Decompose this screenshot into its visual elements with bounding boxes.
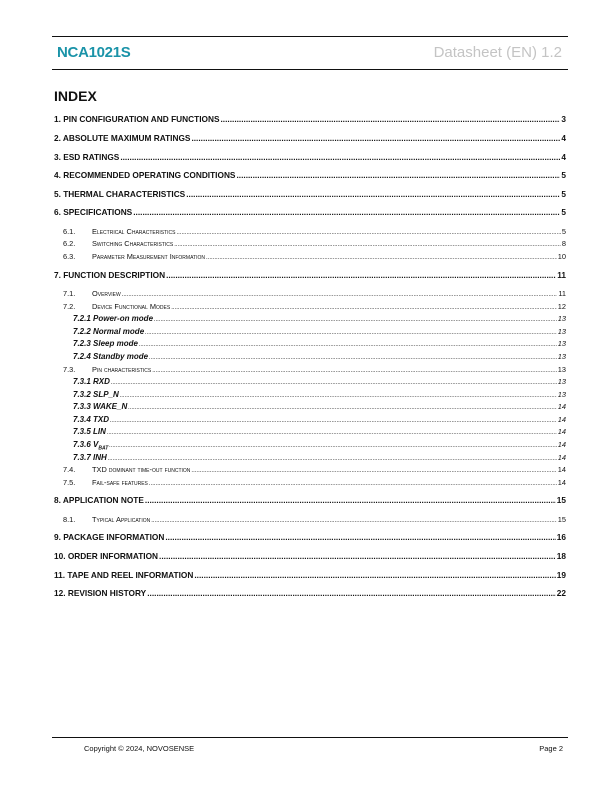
dot-leader <box>194 569 555 581</box>
toc-entry-title: Electrical Characteristics <box>92 227 176 236</box>
toc-entry-page: 13 <box>557 365 566 374</box>
toc-entry-title: 7.2.2 Normal mode <box>73 327 145 336</box>
toc-entry-page: 16 <box>556 532 566 542</box>
toc-entry[interactable] <box>54 550 566 562</box>
toc-entry[interactable] <box>73 351 566 364</box>
index-title: INDEX <box>54 88 97 104</box>
toc-entry-page: 13 <box>557 377 566 386</box>
header-bottom-rule <box>52 69 568 70</box>
toc-entry-page: 13 <box>557 339 566 348</box>
toc-entry[interactable] <box>63 288 566 301</box>
toc-entry-page: 14 <box>557 402 566 411</box>
dot-leader <box>109 440 557 452</box>
toc-entry-title: 7.3.2 SLP_N <box>73 390 119 399</box>
header-top-rule <box>52 36 568 37</box>
toc-entry-number: 7.1. <box>63 289 76 298</box>
toc-entry-title: Parameter Measurement Information <box>92 252 205 261</box>
toc-entry[interactable] <box>54 494 566 506</box>
dot-leader <box>147 587 556 599</box>
toc-entry[interactable] <box>73 401 566 414</box>
toc-entry-page: 5 <box>561 170 566 180</box>
toc-entry-number: 6.3. <box>63 252 76 261</box>
toc-entry-number: 7.2. <box>63 302 76 311</box>
toc-entry-title: 7.2.3 Sleep mode <box>73 339 138 348</box>
footer-copyright: Copyright © 2024, NOVOSENSE <box>84 744 195 753</box>
toc-entry-title: 6. SPECIFICATIONS <box>54 207 133 217</box>
dot-leader <box>191 465 556 477</box>
toc-entry-title: TXD dominant time-out function <box>92 465 191 474</box>
toc-entry[interactable] <box>54 169 566 181</box>
toc-entry-page: 11 <box>557 270 566 280</box>
toc-entry-page: 15 <box>557 515 566 524</box>
dot-leader <box>128 402 557 414</box>
dot-leader <box>151 515 557 527</box>
toc-entry[interactable] <box>63 238 566 251</box>
toc-entry-title: 4. RECOMMENDED OPERATING CONDITIONS <box>54 170 236 180</box>
toc-entry-title: Overview <box>92 289 121 298</box>
toc-entry-title: 7.3.4 TXD <box>73 415 110 424</box>
toc-entry-page: 4 <box>561 152 566 162</box>
toc-entry-title: 3. ESD RATINGS <box>54 152 120 162</box>
dot-leader <box>145 494 556 506</box>
footer-rule <box>52 737 568 738</box>
dot-leader <box>236 169 560 181</box>
dot-leader <box>191 132 560 144</box>
toc-entry-title: 7. FUNCTION DESCRIPTION <box>54 270 166 280</box>
dot-leader <box>133 206 560 218</box>
dot-leader <box>166 269 556 281</box>
toc-entry-page: 15 <box>556 495 566 505</box>
toc-entry-title: 7.3.6 $V_{BAT}$ <box>73 440 109 452</box>
toc-entry[interactable] <box>54 132 566 144</box>
toc-entry-page: 14 <box>557 415 566 424</box>
toc-entry[interactable] <box>54 531 566 543</box>
toc-entry-page: 13 <box>557 390 566 399</box>
toc-entry-title: Pin characteristics <box>92 365 152 374</box>
toc-entry-page: 5 <box>561 227 566 236</box>
toc-entry-title: Fail-safe features <box>92 478 148 487</box>
toc-entry[interactable] <box>63 464 566 477</box>
toc-entry-title: 5. THERMAL CHARACTERISTICS <box>54 189 186 199</box>
toc-entry-title: 2. ABSOLUTE MAXIMUM RATINGS <box>54 133 191 143</box>
toc-entry[interactable] <box>54 151 566 163</box>
toc-entry-number: 8.1. <box>63 515 76 524</box>
toc-entry[interactable] <box>73 376 566 389</box>
toc-entry-page: 5 <box>561 189 566 199</box>
footer-page-number: Page 2 <box>539 744 563 753</box>
toc-entry-page: 13 <box>557 352 566 361</box>
toc-entry-page: 3 <box>561 114 566 124</box>
toc-entry[interactable] <box>73 313 566 326</box>
toc-entry-page: 10 <box>557 252 566 261</box>
toc-entry-number: 7.3. <box>63 365 76 374</box>
toc-entry[interactable] <box>63 251 566 264</box>
toc-entry-page: 12 <box>557 302 566 311</box>
toc-entry-page: 14 <box>557 465 566 474</box>
toc-entry[interactable] <box>54 269 566 281</box>
toc-entry[interactable] <box>73 338 566 351</box>
dot-leader <box>154 314 557 326</box>
toc-entry-page: 22 <box>556 588 566 598</box>
toc-entry-page: 19 <box>556 570 566 580</box>
toc-entry-title: Switching Characteristics <box>92 239 174 248</box>
toc-entry-page: 14 <box>557 478 566 487</box>
dot-leader <box>139 339 557 351</box>
toc-entry[interactable] <box>73 426 566 439</box>
dot-leader <box>149 478 557 490</box>
toc-entry-title: 11. TAPE AND REEL INFORMATION <box>54 570 194 580</box>
dot-leader <box>186 188 560 200</box>
toc-entry-page: 13 <box>557 327 566 336</box>
toc-entry-title: 7.3.5 LIN <box>73 427 106 436</box>
toc-entry[interactable] <box>54 587 566 599</box>
toc-entry-title: 8. APPLICATION NOTE <box>54 495 144 505</box>
toc-entry-page: 8 <box>561 239 566 248</box>
toc-entry[interactable] <box>54 569 566 581</box>
toc-entry-page: 18 <box>556 551 566 561</box>
dot-leader <box>206 252 557 264</box>
toc-entry[interactable] <box>63 514 566 527</box>
toc-entry[interactable] <box>54 188 566 200</box>
toc-entry-number: 6.1. <box>63 227 76 236</box>
dot-leader <box>120 151 560 163</box>
toc-entry-title: Typical Application <box>92 515 151 524</box>
toc-entry-title: 7.3.1 RXD <box>73 377 110 386</box>
toc-entry-title: 7.2.4 Standby mode <box>73 352 149 361</box>
toc-entry-title: 1. PIN CONFIGURATION AND FUNCTIONS <box>54 114 220 124</box>
dot-leader <box>174 239 561 251</box>
toc-entry-title: 7.2.1 Power-on mode <box>73 314 154 323</box>
dot-leader <box>220 113 560 125</box>
toc-entry-page: 4 <box>561 133 566 143</box>
toc-entry-page: 14 <box>557 453 566 462</box>
toc-entry-title: 9. PACKAGE INFORMATION <box>54 532 165 542</box>
dot-leader <box>107 427 557 439</box>
toc-entry-title: 7.3.3 WAKE_N <box>73 402 128 411</box>
toc-entry-title: Device Functional Modes <box>92 302 171 311</box>
toc-entry-page: 13 <box>557 314 566 323</box>
toc-entry-number: 7.5. <box>63 478 76 487</box>
toc-entry[interactable] <box>63 477 566 490</box>
toc-entry-title: 10. ORDER INFORMATION <box>54 551 159 561</box>
toc-entry-title: 12. REVISION HISTORY <box>54 588 147 598</box>
dot-leader <box>122 289 558 301</box>
toc-entry[interactable] <box>54 206 566 218</box>
dot-leader <box>159 550 556 562</box>
dot-leader <box>111 377 557 389</box>
toc-entry[interactable] <box>54 113 566 125</box>
datasheet-version: Datasheet (EN) 1.2 <box>433 44 562 61</box>
toc-entry-page: 14 <box>557 440 566 449</box>
toc-entry-number: 6.2. <box>63 239 76 248</box>
toc-entry-number: 7.4. <box>63 465 76 474</box>
toc-entry-title: 7.3.7 INH <box>73 453 107 462</box>
toc-entry-page: 11 <box>558 289 566 298</box>
product-name: NCA1021S <box>57 44 131 61</box>
dot-leader <box>149 352 557 364</box>
dot-leader <box>165 531 555 543</box>
toc-entry-page: 5 <box>561 207 566 217</box>
toc-entry-page: 14 <box>557 427 566 436</box>
